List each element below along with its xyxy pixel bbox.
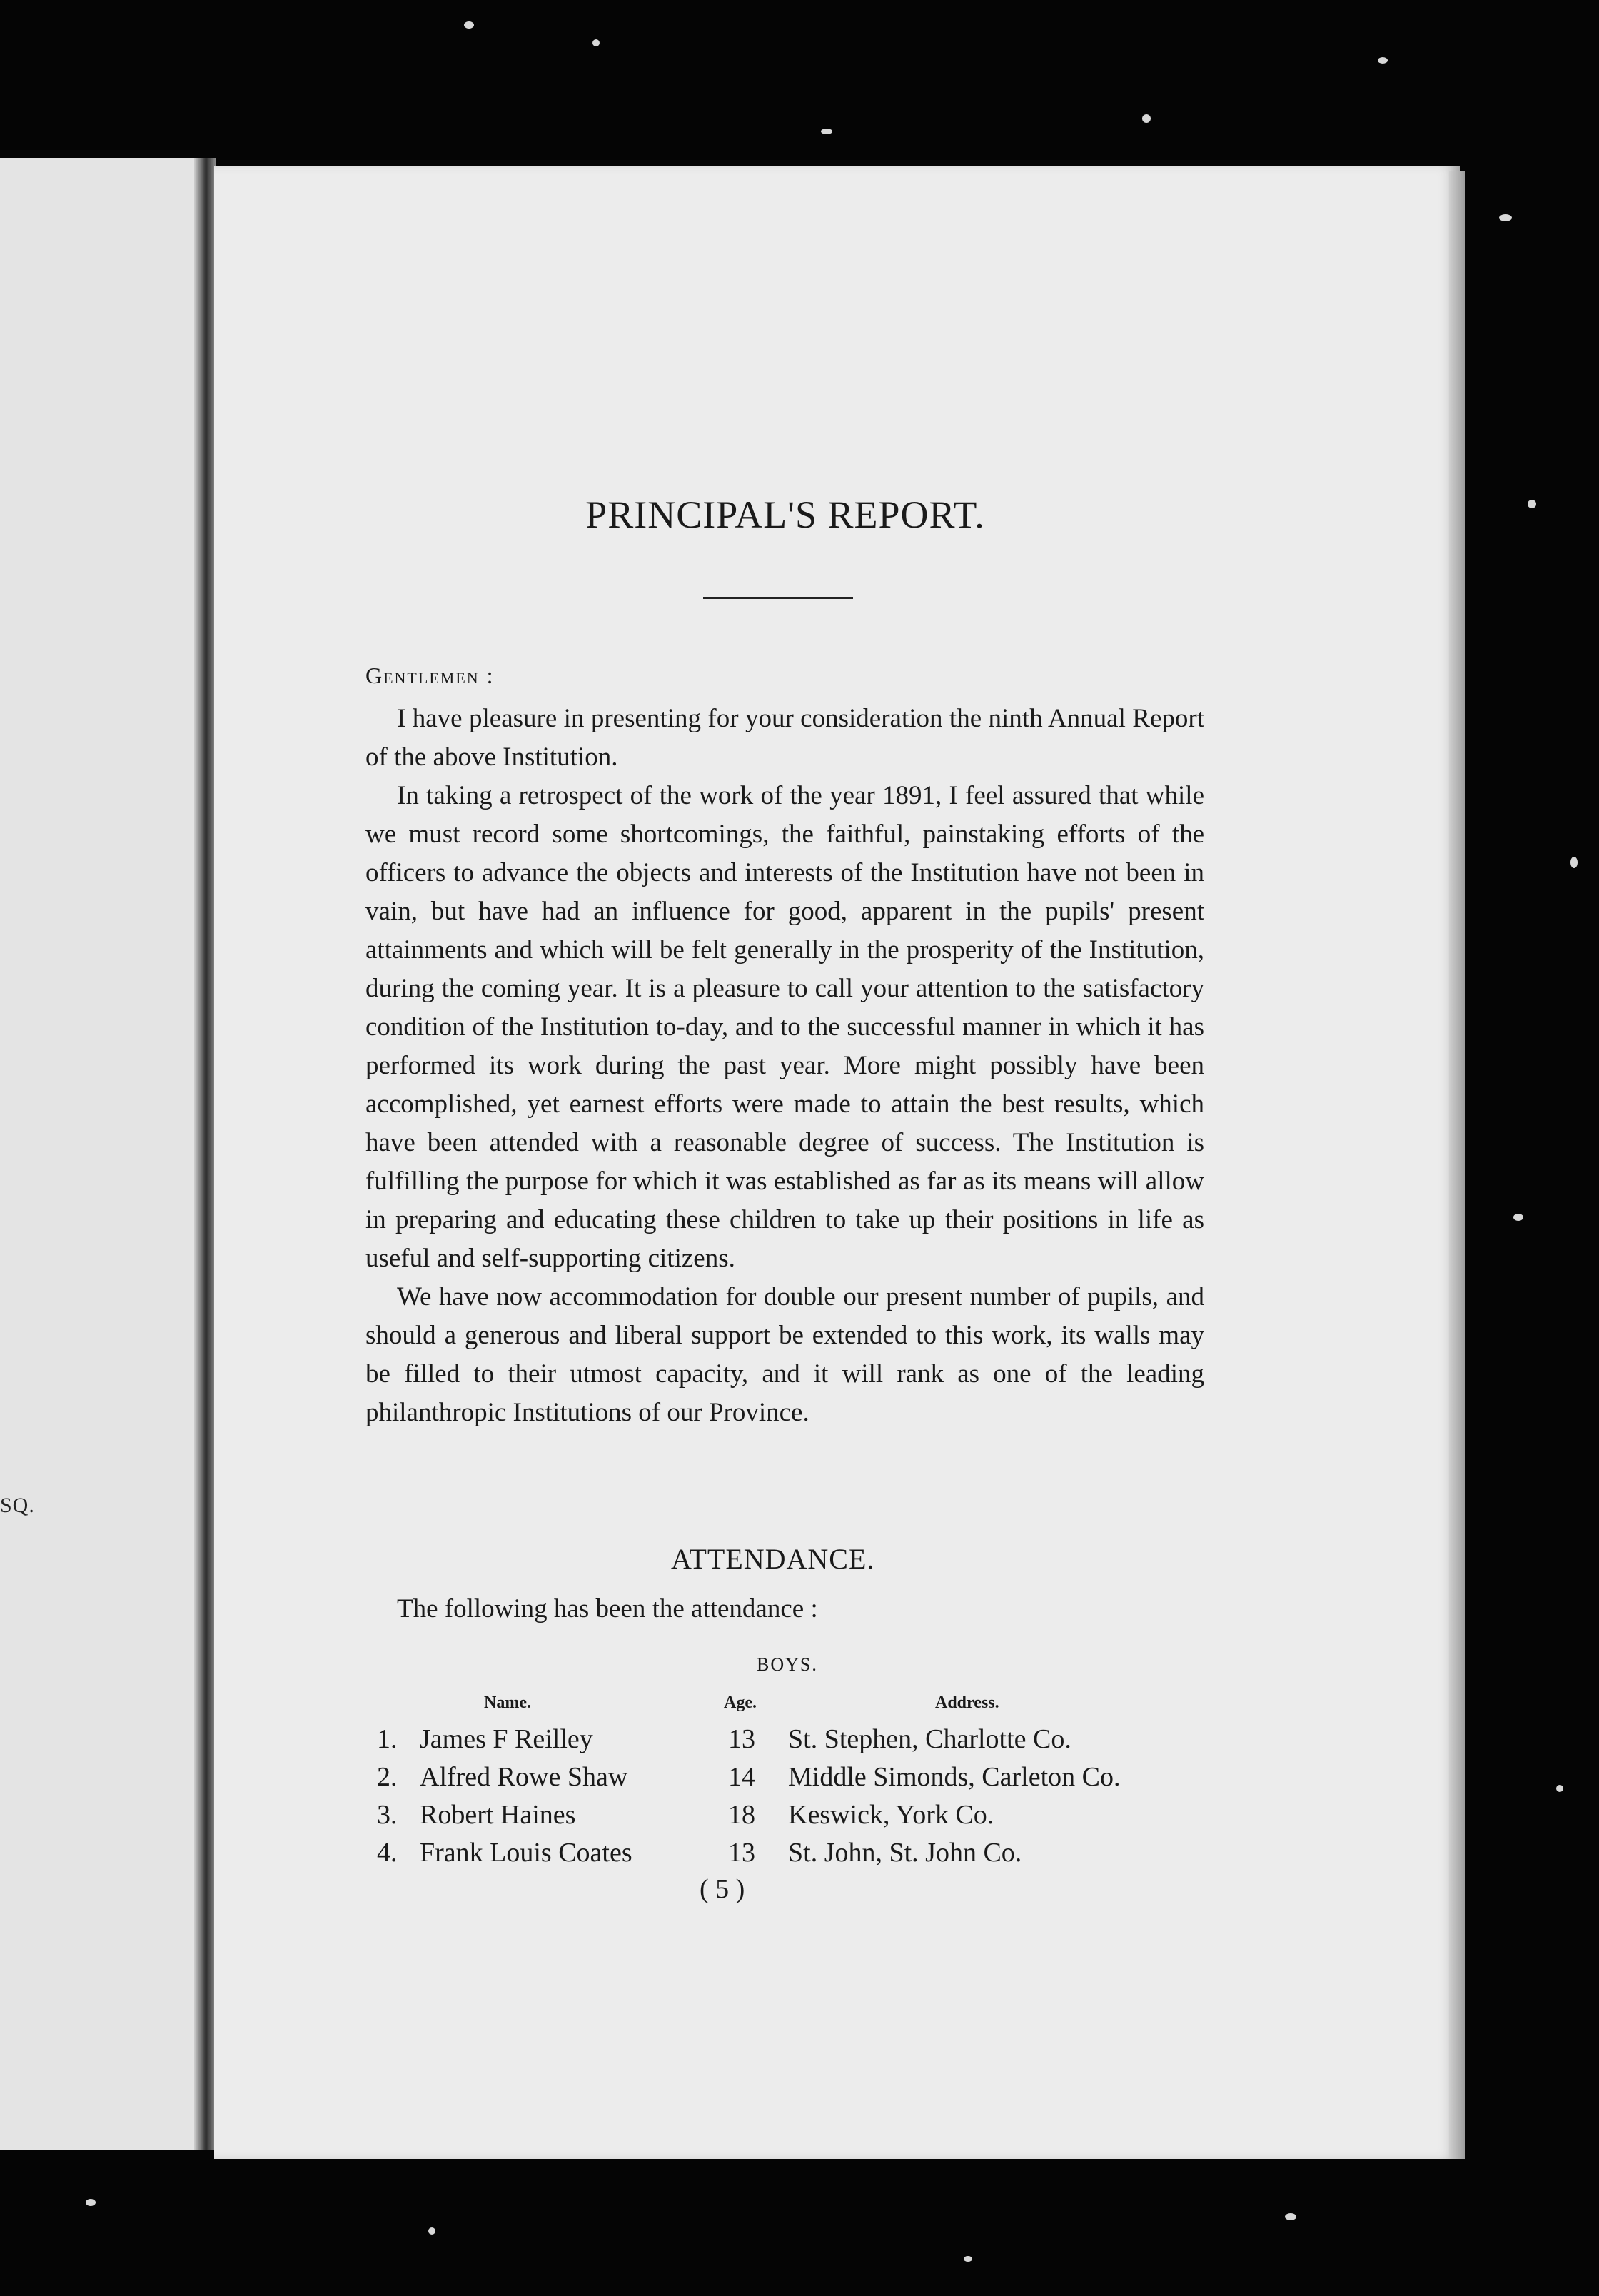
background-speck [1285,2213,1296,2220]
book-gutter [194,158,216,2150]
report-body [365,700,1204,1432]
paragraph: In taking a retrospect of the work of the year 1891, I feel assured that while we must record some shortcomings, the faithful, painstaking efforts of the officers to advance the objects and interests of the Institution have not been in vain, but have had an influence for good, apparent in the pupils' present attainments and which will be felt generally in the prosperity of the Institution, during the coming year. It is a pleasure to call your attention to the satisfactory condition of the Institution to-day, and to the successful manner in which it has performed its work during the past year. More might possibly have been accomplished, yet earnest efforts were made to attain the best results, which have been attended with a reasonable degree of success. The Institution is fulfilling the purpose for which it was established as far as its means will allow in preparing and educating these children to take up their positions in life as useful and self-supporting citizens. [365,781,1204,1273]
page-edge [1449,171,1465,2159]
background-speck [464,21,474,29]
pupil-address: Keswick, York Co. [788,1800,994,1830]
background-speck [1142,114,1151,123]
attendance-intro: The following has been the attendance : [397,1594,818,1623]
column-header-name: Name. [484,1693,531,1712]
background-speck [821,129,832,134]
pupil-name: Frank Louis Coates [420,1838,632,1868]
paragraph: I have pleasure in presenting for your consideration the ninth Annual Report of the above Institution. [365,704,1204,772]
background-speck [86,2199,96,2206]
column-header-address: Address. [935,1693,999,1712]
boys-heading: BOYS. [757,1654,818,1675]
background-speck [1570,857,1578,868]
title-rule [703,597,853,599]
pupil-age: 14 [728,1762,755,1792]
row-number: 4. [377,1838,398,1868]
previous-page-text: SQ. [0,1494,35,1517]
background-speck [1528,500,1536,508]
salutation: Gentlemen : [365,663,495,688]
table-row [377,1837,1219,1875]
page-number: ( 5 ) [700,1874,745,1904]
pupil-name: Robert Haines [420,1800,576,1830]
page-title: PRINCIPAL'S REPORT. [585,493,985,536]
previous-page-edge [0,158,207,2150]
column-header-age: Age. [724,1693,757,1712]
background-speck [1556,1785,1563,1792]
table-row [377,1723,1219,1761]
pupil-address: St. Stephen, Charlotte Co. [788,1724,1071,1754]
background-speck [592,39,600,46]
paragraph: We have now accommodation for double our present number of pupils, and should a generous and liberal support be extended to this work, its walls may be filled to their utmost capacity, and it will rank as one of the leading philanthropic Institutions of our Province. [365,1282,1204,1427]
pupil-age: 13 [728,1838,755,1868]
table-row [377,1799,1219,1837]
row-number: 1. [377,1724,398,1754]
attendance-heading: ATTENDANCE. [671,1543,875,1575]
pupil-age: 18 [728,1800,755,1830]
pupil-name: Alfred Rowe Shaw [420,1762,628,1792]
pupil-age: 13 [728,1724,755,1754]
attendance-table [377,1723,1219,1875]
pupil-address: St. John, St. John Co. [788,1838,1022,1868]
background-speck [1499,214,1512,221]
pupil-name: James F Reilley [420,1724,593,1754]
pupil-address: Middle Simonds, Carleton Co. [788,1762,1121,1792]
background-speck [964,2256,972,2262]
background-speck [1378,57,1388,64]
row-number: 2. [377,1762,398,1792]
table-row [377,1761,1219,1799]
background-speck [1513,1214,1523,1221]
row-number: 3. [377,1800,398,1830]
background-speck [428,2227,435,2235]
